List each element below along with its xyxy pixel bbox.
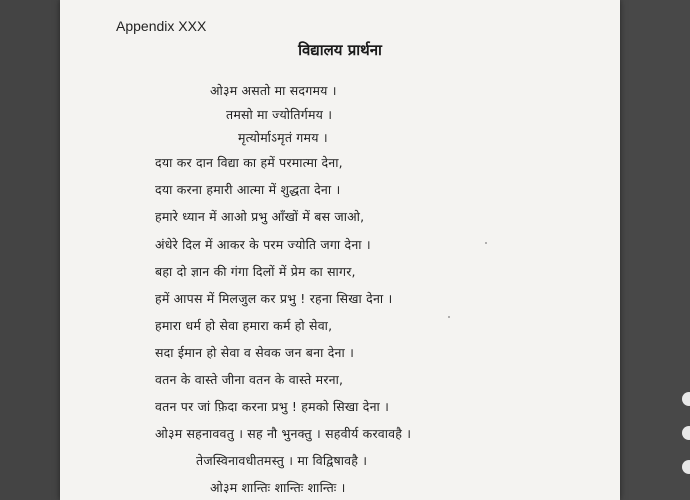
prayer-line: दया करना हमारी आत्मा में शुद्धता देना । bbox=[155, 182, 341, 197]
prayer-line: ओ३म शान्तिः शान्तिः शान्तिः । bbox=[210, 480, 346, 495]
viewer-background-right bbox=[620, 0, 690, 500]
prayer-line: वतन के वास्ते जीना वतन के वास्ते मरना, bbox=[155, 372, 344, 387]
viewer-background-left bbox=[0, 0, 60, 500]
prayer-line: तमसो मा ज्योतिर्गमय । bbox=[226, 107, 333, 122]
side-nav-dot[interactable] bbox=[682, 460, 690, 474]
prayer-line: हमारा धर्म हो सेवा हमारा कर्म हो सेवा, bbox=[155, 318, 333, 333]
prayer-line: बहा दो ज्ञान की गंगा दिलों में प्रेम का सागर, bbox=[155, 264, 356, 279]
prayer-line: अंधेरे दिल में आकर के परम ज्योति जगा देना । bbox=[155, 237, 371, 252]
prayer-line: वतन पर जां फ़िदा करना प्रभु ! हमको सिखा देना । bbox=[155, 399, 390, 414]
prayer-line: ओ३म सहनाववतु । सह नौ भुनक्तु । सहवीर्य करवावहै । bbox=[155, 426, 412, 441]
prayer-line: मृत्योर्माऽमृतं गमय । bbox=[238, 130, 328, 145]
prayer-line: ओ३म असतो मा सदगमय । bbox=[210, 83, 337, 98]
prayer-line: दया कर दान विद्या का हमें परमात्मा देना, bbox=[155, 155, 343, 170]
prayer-line: हमारे ध्यान में आओ प्रभु आँखों में बस जाओ, bbox=[155, 209, 365, 224]
scan-speck bbox=[485, 242, 487, 244]
prayer-line: हमें आपस में मिलजुल कर प्रभु ! रहना सिखा देना । bbox=[155, 291, 393, 306]
prayer-line: सदा ईमान हो सेवा व सेवक जन बना देना । bbox=[155, 345, 355, 360]
appendix-header: Appendix XXX bbox=[116, 18, 207, 34]
side-nav-dot[interactable] bbox=[682, 426, 690, 440]
prayer-line: तेजस्विनावधीतमस्तु । मा विद्विषावहै । bbox=[196, 453, 368, 468]
scan-speck bbox=[448, 316, 450, 318]
page-title: विद्यालय प्रार्थना bbox=[298, 41, 382, 59]
side-nav-dot[interactable] bbox=[682, 392, 690, 406]
document-page bbox=[60, 0, 620, 500]
